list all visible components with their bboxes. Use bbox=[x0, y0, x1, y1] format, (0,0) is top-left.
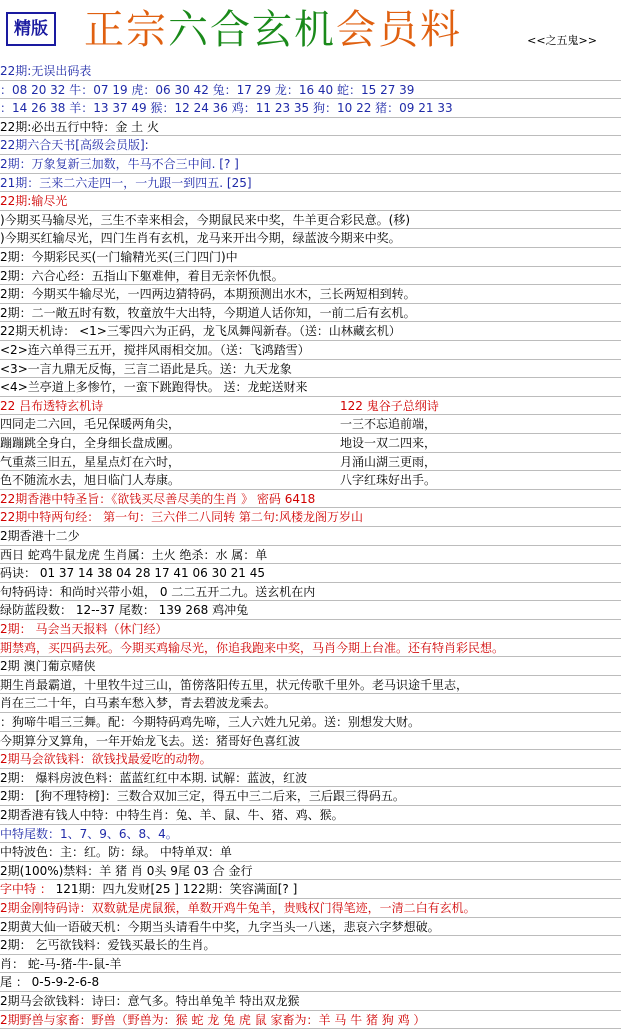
text-line: 肖在三二十年，白马素车愁入梦，青去碧波龙乘去。 bbox=[0, 696, 277, 711]
text-line: 尾 ： 0-5-9-2-6-8 bbox=[0, 975, 100, 990]
text-line: 2期 澳门葡京赌侠 bbox=[0, 659, 96, 674]
text-line: 2期马会欲钱料：欲钱找最爱吃的动物。 bbox=[0, 752, 212, 767]
title-char: 玄 bbox=[252, 7, 294, 53]
text-line: )今期买马输尽光，三生不幸来相会，今期鼠民来中奖，牛羊更合彩民意。(移) bbox=[0, 212, 411, 227]
title-char: 合 bbox=[210, 7, 252, 53]
text-line: 22期:无误出码表 bbox=[0, 64, 92, 78]
text-line: 绿防蓝段数： 12--37 尾数： 139 268 鸡冲兔 bbox=[0, 603, 249, 618]
poem-left: 蹦蹦跳全身白，全身细长盘成團。 bbox=[0, 436, 181, 450]
text-line: 西日 蛇鸡牛鼠龙虎 生肖属：土火 绝杀：水 属：单 bbox=[0, 547, 268, 562]
poem-right: 122 鬼谷子总纲诗 bbox=[340, 398, 439, 413]
text-line: 2期：今期买牛输尽光，一四两边猜特码，本期预测出水木，三长两短相到转。 bbox=[0, 287, 416, 302]
poem-right: 地设一双二四来， bbox=[340, 436, 437, 450]
text-line: 22期:必出五行中特：金 土 火 bbox=[0, 119, 159, 134]
page-title bbox=[84, 4, 462, 56]
title-char: 员 bbox=[378, 7, 420, 53]
text-line: 2期： 乞丐欲钱料：爱钱买最长的生肖。 bbox=[0, 938, 216, 953]
text-line: 期禁鸡，买四码去死。今期买鸡输尽光，你追我跑来中奖，马肖今期上台准。还有特肖彩民想。 bbox=[0, 640, 505, 655]
text-line: 22期天机诗： <1>三零四六为正码，龙飞凤舞闯新春。（送：山林藏玄机） bbox=[0, 324, 401, 339]
text-line: 2期香港有钱人中特：中特生肖：兔、羊、鼠、牛、猪、鸡、猴。 bbox=[0, 808, 344, 822]
title-char: 宗 bbox=[126, 7, 168, 53]
text-line: 2期： 爆料房波色料：蓝蓝红红中本期. 试解：蓝波，红波 bbox=[0, 770, 308, 785]
text-line: 2期金刚特码诗：双数就是虎鼠猴，单数开鸡牛兔羊，贵贱权门得笔迹，一清二白有玄机。 bbox=[0, 901, 476, 915]
text-line: 21期：三来二六走四一，一九跟一到四五. [25] bbox=[0, 175, 252, 190]
title-char: 料 bbox=[420, 7, 462, 53]
text-line: <4>兰亭道上多惨竹，一蛮下跳跑得快。 送：龙蛇送财来 bbox=[0, 380, 308, 395]
poem-right: 月涌山湖三更雨， bbox=[340, 454, 437, 469]
page-subtitle: <<之五鬼>> bbox=[527, 34, 597, 47]
text-line: 2期(100%)禁料：羊 猪 肖 0头 9尾 03 合 金行 bbox=[0, 863, 253, 878]
text-line: 2期黄大仙一语破天机：今期当头请看牛中奖，九字当头一八迷，悲哀六字梦想破。 bbox=[0, 919, 440, 934]
text-line: ：08 20 32 牛：07 19 虎：06 30 42 兔：17 29 龙：16 40 蛇：15 27 39 bbox=[0, 82, 415, 97]
poem-right: 八字红珠好出手。 bbox=[340, 473, 437, 488]
text-line: 中特尾数：1、7、9、6、8、4。 bbox=[0, 826, 178, 841]
text-line: ：14 26 38 羊：13 37 49 猴：12 24 36 鸡：11 23 35 狗：10 22 猪：09 21 33 bbox=[0, 101, 453, 116]
text-line: )今期买红输尽光，四门生肖有玄机，龙马来开出今期，绿蓝波今期来中奖。 bbox=[0, 231, 401, 246]
text-line: 2期香港十二少 bbox=[0, 529, 80, 543]
text-line: <3>一言九鼎无反悔，三言二语此是兵。送：九天龙象 bbox=[0, 361, 292, 376]
title-char: 正 bbox=[84, 7, 126, 53]
text-line: 肖： 蛇-马-猪-牛-鼠-羊 bbox=[0, 956, 122, 971]
poem-left: 22 吕布透特玄机诗 bbox=[0, 398, 104, 413]
title-char: 六 bbox=[168, 7, 210, 53]
text-line: ：狗啼牛唱三三舞。配：今期特码鸡先啼，三人六姓九兄弟。送：别想发大财。 bbox=[0, 715, 421, 729]
text-line: 2期：六合心经：五指山下躯难伸，着目无亲怀仇恨。 bbox=[0, 268, 284, 283]
text-line: 中特波色：主：红。防：绿。 中特单双：单 bbox=[0, 845, 232, 860]
text-line: 字中特 ： 121期：四九发财[25 ] 122期：笑容满面[? ] bbox=[0, 882, 298, 897]
text-line: 今期算分叉算角，一年开始龙飞去。送：猪哥好色喜红波 bbox=[0, 733, 301, 748]
text-line: 2期：二一敞五时有数，牧童放牛大出特，今期道人话你知，一前二后有玄机。 bbox=[0, 305, 416, 320]
page-header bbox=[0, 0, 621, 60]
poem-right: 一三不忘追前端， bbox=[340, 417, 437, 432]
text-line: 22期香港中特圣旨：《欲钱买尽善尽美的生肖 》 密码 6418 bbox=[0, 491, 316, 506]
text-line: 22期:输尽光 bbox=[0, 194, 68, 209]
poem-left: 气重蒸三旧五，星星点灯在六时， bbox=[0, 454, 181, 469]
text-line: 22期中特两句经： 第一句：三六伴二八同转 第二句:风楼龙阁万岁山 bbox=[0, 510, 363, 525]
poem-left: 四同走二六回，毛兄保暖两角尖， bbox=[0, 417, 181, 432]
text-line: 期生肖最霸道，十里牧牛过三山，笛傍落阳传五里，状元传歌千里外。老马识途千里志， bbox=[0, 677, 469, 692]
text-line: 句特码诗：和尚时兴带小姐， 0 二二五开二九。送玄机在内 bbox=[0, 584, 316, 599]
text-line: 2期野兽与家畜：野兽（野兽为：猴 蛇 龙 兔 虎 鼠 家畜为：羊 马 牛 猪 狗 鸡 ） bbox=[0, 1012, 426, 1027]
line-divider bbox=[0, 191, 621, 192]
text-line: 2期： 马会当天报料（休门经） bbox=[0, 622, 168, 636]
line-divider bbox=[0, 526, 621, 527]
text-line: 码诀： 01 37 14 38 04 28 17 41 06 30 21 45 bbox=[0, 566, 266, 581]
poem-left: 色不随流水去，旭日临门人寿康。 bbox=[0, 473, 181, 488]
premium-badge: 精版 bbox=[6, 12, 56, 46]
text-line: 2期：万象复新三加数，牛马不合三中间. [? ] bbox=[0, 157, 239, 171]
title-char: 机 bbox=[294, 7, 336, 53]
text-line: 2期： [狗不理特榜]：三数合双加三定，得五中三二后来，三后跟三得码五。 bbox=[0, 789, 405, 804]
text-line: 2期：今期彩民买(一门输精光买(三门四门)中 bbox=[0, 250, 238, 264]
text-line: 2期马会欲钱料：诗曰：意气多。特出单兔羊 特出双龙猴 bbox=[0, 994, 300, 1008]
text-line: 22期六合天书[高级会员版]: bbox=[0, 138, 149, 153]
text-line: <2>连六单得三五开，搅拌风雨相交加。（送：飞鸿踏雪） bbox=[0, 343, 310, 357]
title-char: 会 bbox=[336, 7, 378, 53]
